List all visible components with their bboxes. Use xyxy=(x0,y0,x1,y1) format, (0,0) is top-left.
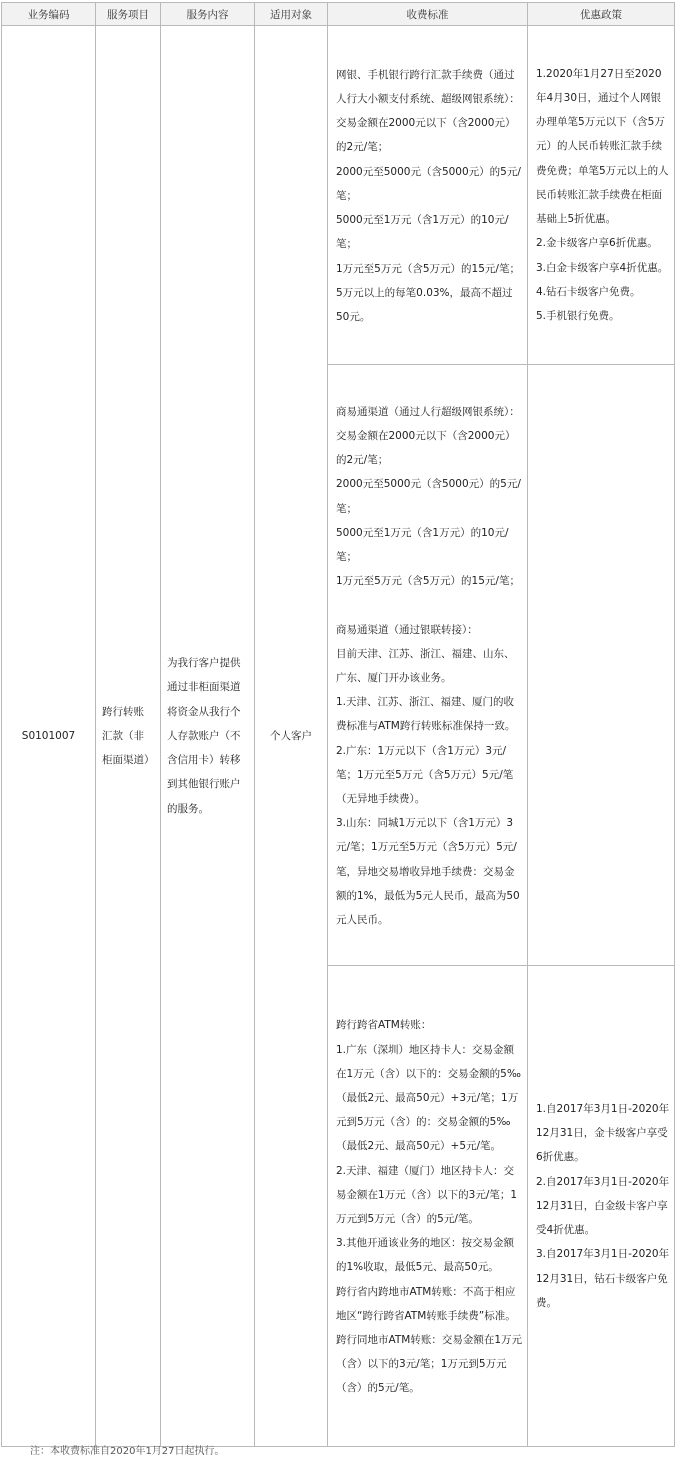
fee-line: 5万元以上的每笔0.03%，最高不超过50元。 xyxy=(336,286,513,323)
fee-line: 3.其他开通该业务的地区：按交易金额的1%收取，最低5元、最高50元。 xyxy=(336,1237,515,1274)
header-target: 适用对象 xyxy=(255,3,328,26)
fee-line: 1万元至5万元（含5万元）的15元/笔； xyxy=(336,575,520,588)
discount-line: 1.自2017年3月1日-2020年12月31日，金卡级客户享受6折优惠。 xyxy=(536,1103,670,1164)
header-row xyxy=(2,3,675,26)
fee-standard-atm xyxy=(328,966,528,1447)
fee-line: 2000元至5000元（含5000元）的5元/笔； xyxy=(336,165,521,202)
discount-online-banking xyxy=(528,26,675,365)
table-row xyxy=(2,26,675,365)
discount-line: 3.自2017年3月1日-2020年12月31日，钻石卡级客户免费。 xyxy=(536,1248,670,1309)
fee-standard-online-banking xyxy=(328,26,528,365)
fee-line: 2.广东：1万元以下（含1万元）3元/笔；1万元至5万元（含5万元）5元/笔（无异地手续费）。 xyxy=(336,744,514,805)
fee-line: 跨行跨省ATM转账： xyxy=(336,1019,432,1032)
header-business-code: 业务编码 xyxy=(2,3,96,26)
discount-line: 1.2020年1月27日至2020年4月30日，通过个人网银办理单笔5万元以下（含5万元）的人民币转账汇款手续费免费；单笔5万元以上的人民币转账汇款手续费在柜面基础上5折优惠。 xyxy=(536,67,669,226)
discount-line: 5.手机银行免费。 xyxy=(536,309,620,322)
fee-line: 跨行省内跨地市ATM转账：不高于相应地区“跨行跨省ATM转账手续费”标准。 xyxy=(336,1285,516,1322)
fee-line: 2000元至5000元（含5000元）的5元/笔； xyxy=(336,478,521,515)
header-fee-standard: 收费标准 xyxy=(328,3,528,26)
fee-line: 商易通渠道（通过人行超级网银系统）： xyxy=(336,405,520,418)
discount-line: 4.钻石卡级客户免费。 xyxy=(536,285,641,298)
service-content: 为我行客户提供通过非柜面渠道将资金从我行个人存款账户（不含信用卡）转移到其他银行账户的服务。 xyxy=(161,26,255,1447)
fee-line: 3.山东：同城1万元以下（含1万元）3元/笔；1万元至5万元（含5万元）5元/笔，异地交易增收异地手续费：交易金额的1%，最低为5元人民币，最高为50元人民币。 xyxy=(336,817,520,927)
header-discount: 优惠政策 xyxy=(528,3,675,26)
discount-shangyitong xyxy=(528,365,675,966)
fee-line: 2.天津、福建（厦门）地区持卡人：交易金额在1万元（含）以下的3元/笔；1万元到5万元（含）的5元/笔。 xyxy=(336,1164,518,1225)
fee-line: 1.天津、江苏、浙江、福建、厦门的收费标准与ATM跨行转账标准保持一致。 xyxy=(336,696,516,733)
fee-line: 1万元至5万元（含5万元）的15元/笔； xyxy=(336,262,520,275)
fee-line: 5000元至1万元（含1万元）的10元/笔； xyxy=(336,214,509,251)
fee-line: 网银、手机银行跨行汇款手续费（通过人行大小额支付系统、超级网银系统）： xyxy=(336,68,520,106)
fee-line: 商易通渠道（通过银联转接）： xyxy=(336,623,478,636)
target-customer: 个人客户 xyxy=(255,26,328,1447)
fee-line: 跨行同地市ATM转账：交易金额在1万元（含）以下的3元/笔；1万元到5万元（含）的5元/笔。 xyxy=(336,1334,523,1395)
fee-line: 交易金额在2000元以下（含2000元）的2元/笔； xyxy=(336,429,516,467)
business-code: S0101007 xyxy=(2,26,96,1447)
fee-line xyxy=(336,593,523,617)
discount-line: 3.白金卡级客户享4折优惠。 xyxy=(536,261,669,274)
service-item: 跨行转账汇款（非柜面渠道） xyxy=(96,26,161,1447)
fee-line: 5000元至1万元（含1万元）的10元/笔； xyxy=(336,526,509,563)
fee-line: 目前天津、江苏、浙江、福建、山东、广东、厦门开办该业务。 xyxy=(336,647,515,684)
discount-line: 2.自2017年3月1日-2020年12月31日，白金级卡客户享受4折优惠。 xyxy=(536,1175,670,1237)
fee-line: 1.广东（深圳）地区持卡人：交易金额在1万元（含）以下的：交易金额的5‰（最低2元、最高50元）+3元/笔；1万元到5万元（含）的：交易金额的5‰（最低2元、最高50元）+5元/笔。 xyxy=(336,1043,521,1153)
header-service-content: 服务内容 xyxy=(161,3,255,26)
fee-line: 交易金额在2000元以下（含2000元）的2元/笔； xyxy=(336,117,516,154)
discount-line: 2.金卡级客户享6折优惠。 xyxy=(536,237,658,250)
discount-atm xyxy=(528,966,675,1447)
fee-table xyxy=(1,2,675,1447)
footnote: 注：本收费标准自2020年1月27日起执行。 xyxy=(30,1446,225,1457)
header-service-item: 服务项目 xyxy=(96,3,161,26)
fee-standard-shangyitong xyxy=(328,365,528,966)
